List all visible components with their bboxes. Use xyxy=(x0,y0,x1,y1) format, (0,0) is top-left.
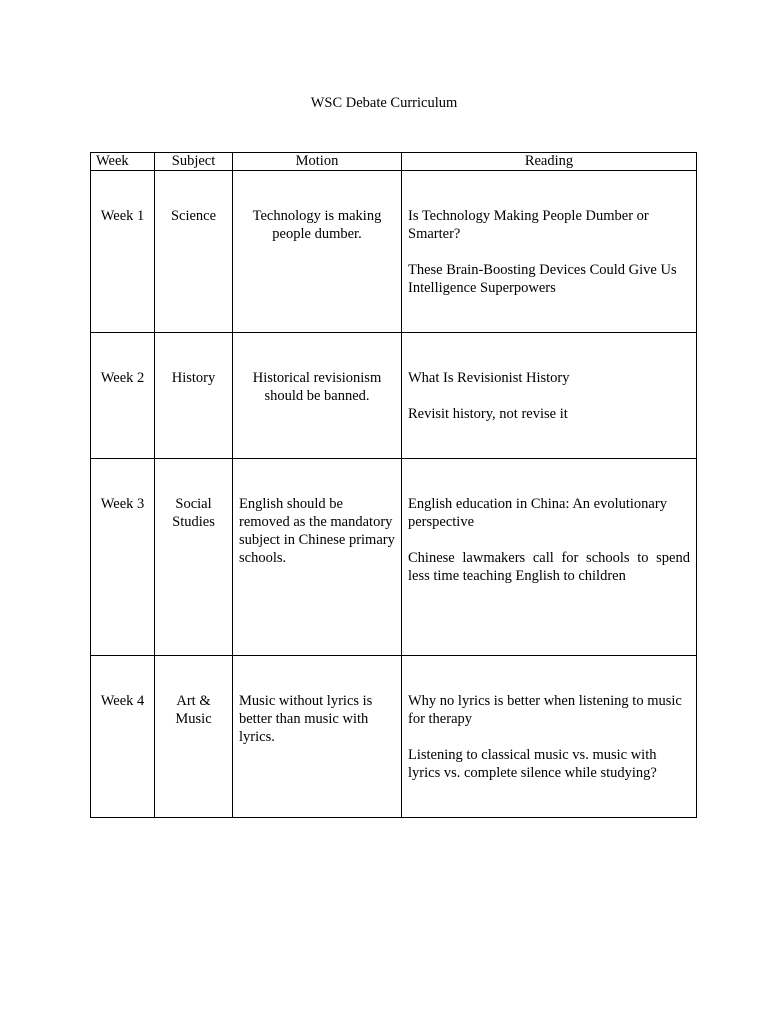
table-header-row xyxy=(91,153,697,171)
motion-text: Historical revisionism should be banned. xyxy=(252,370,382,404)
subject-label: History xyxy=(171,370,216,386)
table-row xyxy=(91,656,697,818)
week-label: Week 1 xyxy=(100,208,145,224)
reading-item: Why no lyrics is better when listening to music for therapy xyxy=(408,693,682,727)
motion-cell xyxy=(233,459,402,656)
reading-cell xyxy=(402,333,697,459)
motion-cell xyxy=(233,171,402,333)
table-row xyxy=(91,171,697,333)
header-reading: Reading xyxy=(402,153,697,171)
header-motion: Motion xyxy=(233,153,402,171)
table-row xyxy=(91,459,697,656)
subject-cell xyxy=(155,656,233,818)
header-week: Week xyxy=(91,153,155,171)
curriculum-table xyxy=(90,152,697,818)
week-label: Week 4 xyxy=(100,693,145,709)
week-label: Week 3 xyxy=(100,496,145,512)
subject-label: Art & Music xyxy=(175,693,212,727)
reading-item: English education in China: An evolutionary perspective xyxy=(408,496,667,530)
subject-cell xyxy=(155,171,233,333)
motion-text: Music without lyrics is better than music with lyrics. xyxy=(239,693,373,745)
reading-item: Revisit history, not revise it xyxy=(408,406,568,422)
reading-cell xyxy=(402,171,697,333)
header-subject: Subject xyxy=(155,153,233,171)
reading-item: Is Technology Making People Dumber or Smarter? xyxy=(408,208,649,242)
subject-cell xyxy=(155,459,233,656)
week-cell xyxy=(91,333,155,459)
motion-cell xyxy=(233,333,402,459)
reading-item: Listening to classical music vs. music with lyrics vs. complete silence while studying? xyxy=(408,747,657,781)
reading-item: Chinese lawmakers call for schools to spend less time teaching English to children xyxy=(408,550,690,584)
reading-item: What Is Revisionist History xyxy=(408,370,570,386)
week-cell xyxy=(91,171,155,333)
reading-cell xyxy=(402,459,697,656)
week-cell xyxy=(91,656,155,818)
reading-cell xyxy=(402,656,697,818)
motion-text: Technology is making people dumber. xyxy=(252,208,382,242)
week-cell xyxy=(91,459,155,656)
document-title: WSC Debate Curriculum xyxy=(310,95,458,111)
reading-item: These Brain-Boosting Devices Could Give Us Intelligence Superpowers xyxy=(408,262,677,296)
subject-label: Science xyxy=(170,208,217,224)
motion-text: English should be removed as the mandatory subject in Chinese primary schools. xyxy=(239,496,395,566)
subject-label: Social Studies xyxy=(172,496,215,530)
table-row xyxy=(91,333,697,459)
week-label: Week 2 xyxy=(100,370,145,386)
subject-cell xyxy=(155,333,233,459)
motion-cell xyxy=(233,656,402,818)
